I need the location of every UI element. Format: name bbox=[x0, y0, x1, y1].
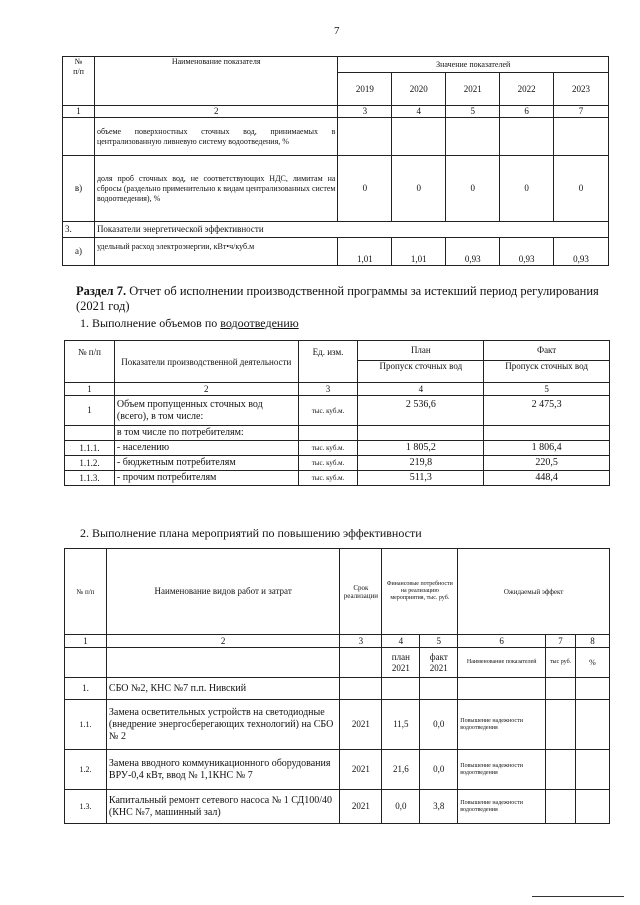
header-num: № п/п bbox=[65, 341, 115, 383]
index-cell: 7 bbox=[554, 106, 609, 118]
index-cell: 5 bbox=[484, 383, 610, 396]
row-v-num: в) bbox=[63, 156, 95, 222]
subheader-effect-pct: % bbox=[576, 648, 610, 678]
row-a-value: 0,93 bbox=[554, 238, 609, 266]
subsection-1-title bbox=[80, 316, 299, 331]
header-effect: Ожидаемый эффект bbox=[458, 549, 610, 635]
table-row-unit: тыс. куб.м. bbox=[298, 396, 358, 426]
section-7-text: Отчет об исполнении производственной программы за истекший период регулирования (2021 год) bbox=[76, 284, 599, 313]
table-row-num: 1.1.2. bbox=[65, 456, 115, 471]
table-row-num: 1.1.1. bbox=[65, 441, 115, 456]
header-num: № п/п bbox=[63, 57, 95, 106]
header-fact-sub: Пропуск сточных вод bbox=[484, 361, 610, 383]
table-row-name: - прочим потребителям bbox=[114, 471, 298, 486]
index-cell: 2 bbox=[94, 106, 338, 118]
header-indicator-name: Наименование показателя bbox=[94, 57, 338, 106]
index-cell: 7 bbox=[546, 635, 576, 648]
index-cell: 3 bbox=[298, 383, 358, 396]
volumes-table bbox=[64, 340, 610, 486]
row-v-value: 0 bbox=[500, 156, 554, 222]
header-term: Срок реализации bbox=[340, 549, 382, 635]
row-v-value: 0 bbox=[338, 156, 392, 222]
table-row-fact: 448,4 bbox=[484, 471, 610, 486]
footer-rule bbox=[532, 896, 624, 897]
index-cell: 2 bbox=[114, 383, 298, 396]
table-row-unit: тыс. куб.м. bbox=[298, 441, 358, 456]
row-v-value: 0 bbox=[392, 156, 446, 222]
header-finance: Финансовые потребности на реализацию мероприятия, тыс. руб. bbox=[382, 549, 458, 635]
index-cell: 5 bbox=[420, 635, 458, 648]
row-a-value: 0,93 bbox=[500, 238, 554, 266]
table-row-num: 1 bbox=[65, 396, 115, 426]
index-cell: 4 bbox=[382, 635, 420, 648]
header-plan-sub: Пропуск сточных вод bbox=[358, 361, 484, 383]
table-row-num: 1.2. bbox=[65, 750, 107, 790]
subheader-plan: план 2021 bbox=[382, 648, 420, 678]
table-row-name: Замена осветительных устройств на светодиодные (внедрение энергосберегающих технологий) на СБО № 2 bbox=[106, 700, 339, 750]
table-row-plan: 511,3 bbox=[358, 471, 484, 486]
row-3-num: 3. bbox=[63, 222, 95, 238]
group-name: СБО №2, КНС №7 п.п. Нивский bbox=[106, 678, 339, 700]
table-row-name: Объем пропущенных сточных вод (всего), в том числе: bbox=[114, 396, 298, 426]
table-row-fact: 0,0 bbox=[420, 700, 458, 750]
subsection-2-title: 2. Выполнение плана мероприятий по повышению эффективности bbox=[80, 526, 422, 540]
index-cell: 4 bbox=[358, 383, 484, 396]
table-row-effect: Повышение надежности водоотведения bbox=[458, 750, 546, 790]
table-row-fact: 2 475,3 bbox=[484, 396, 610, 426]
index-cell: 1 bbox=[65, 383, 115, 396]
table-row-plan: 21,6 bbox=[382, 750, 420, 790]
indicators-table bbox=[62, 56, 609, 266]
table-row-plan: 11,5 bbox=[382, 700, 420, 750]
index-cell: 8 bbox=[576, 635, 610, 648]
table-row-plan: 1 805,2 bbox=[358, 441, 484, 456]
table-row-plan bbox=[358, 426, 484, 441]
index-cell: 4 bbox=[392, 106, 446, 118]
table-row-name: Капитальный ремонт сетевого насоса № 1 СД100/40 (КНС №7, машинный зал) bbox=[106, 790, 339, 824]
index-cell: 3 bbox=[338, 106, 392, 118]
index-cell: 2 bbox=[106, 635, 339, 648]
index-cell: 3 bbox=[340, 635, 382, 648]
table-row-num: 1.1.3. bbox=[65, 471, 115, 486]
table-row-year: 2021 bbox=[340, 750, 382, 790]
row-a-num: а) bbox=[63, 238, 95, 266]
group-num: 1. bbox=[65, 678, 107, 700]
page-number: 7 bbox=[334, 25, 340, 37]
subsection-1-underlined: водоотведению bbox=[220, 316, 299, 330]
year-col: 2023 bbox=[554, 73, 609, 106]
table-row-name: - бюджетным потребителям bbox=[114, 456, 298, 471]
header-unit: Ед. изм. bbox=[298, 341, 358, 383]
subheader-fact: факт 2021 bbox=[420, 648, 458, 678]
row-v-name: доля проб сточных вод, не соответствующих НДС, лимитам на сбросы (раздельно применительно к видам централизованных систем водоотведения), % bbox=[94, 156, 338, 222]
index-cell: 1 bbox=[63, 106, 95, 118]
table-row-unit: тыс. куб.м. bbox=[298, 471, 358, 486]
row-continued-text: объеме поверхностных сточных вод, принимаемых в централизованную ливневую систему водоотведения, % bbox=[94, 118, 338, 156]
table-row-fact: 220,5 bbox=[484, 456, 610, 471]
table-row-name: - населению bbox=[114, 441, 298, 456]
table-row-fact: 1 806,4 bbox=[484, 441, 610, 456]
table-row-name: в том числе по потребителям: bbox=[114, 426, 298, 441]
table-row-fact: 3,8 bbox=[420, 790, 458, 824]
row-v-value: 0 bbox=[446, 156, 500, 222]
subsection-1-text: 1. Выполнение объемов по bbox=[80, 316, 221, 330]
table-row-fact: 0,0 bbox=[420, 750, 458, 790]
section-7-label: Раздел 7. bbox=[76, 284, 127, 298]
table-row-num: 1.1. bbox=[65, 700, 107, 750]
header-indicators: Показатели производственной деятельности bbox=[114, 341, 298, 383]
header-num: № п/п bbox=[65, 549, 107, 635]
table-row-unit: тыс. куб.м. bbox=[298, 456, 358, 471]
table-row-name: Замена вводного коммуникационного оборудования ВРУ-0,4 кВт, ввод № 1,1КНС № 7 bbox=[106, 750, 339, 790]
table-row-plan: 2 536,6 bbox=[358, 396, 484, 426]
row-a-value: 1,01 bbox=[392, 238, 446, 266]
index-cell: 1 bbox=[65, 635, 107, 648]
table-row-effect: Повышение надежности водоотведения bbox=[458, 790, 546, 824]
table-row-num: 1.3. bbox=[65, 790, 107, 824]
table-row-year: 2021 bbox=[340, 790, 382, 824]
header-indicator-values: Значение показателей bbox=[338, 57, 609, 73]
row-a-name: удельный расход электроэнергии, кВт•ч/куб.м bbox=[94, 238, 338, 266]
year-col: 2021 bbox=[446, 73, 500, 106]
header-fact: Факт bbox=[484, 341, 610, 361]
row-v-value: 0 bbox=[554, 156, 609, 222]
header-works: Наименование видов работ и затрат bbox=[106, 549, 339, 635]
table-row-plan: 219,8 bbox=[358, 456, 484, 471]
table-row-plan: 0,0 bbox=[382, 790, 420, 824]
row-a-value: 1,01 bbox=[338, 238, 392, 266]
header-plan: План bbox=[358, 341, 484, 361]
index-cell: 5 bbox=[446, 106, 500, 118]
subheader-effect-name: Наименование показателей bbox=[458, 648, 546, 678]
table-row-effect: Повышение надежности водоотведения bbox=[458, 700, 546, 750]
section-7-title bbox=[76, 284, 616, 314]
table-row-unit bbox=[298, 426, 358, 441]
index-cell: 6 bbox=[500, 106, 554, 118]
index-cell: 6 bbox=[458, 635, 546, 648]
table-row-fact bbox=[484, 426, 610, 441]
table-row-year: 2021 bbox=[340, 700, 382, 750]
row-3-title: Показатели энергетической эффективности bbox=[94, 222, 608, 238]
row-a-value: 0,93 bbox=[446, 238, 500, 266]
year-col: 2022 bbox=[500, 73, 554, 106]
year-col: 2019 bbox=[338, 73, 392, 106]
year-col: 2020 bbox=[392, 73, 446, 106]
table-row-num bbox=[65, 426, 115, 441]
measures-table bbox=[64, 548, 610, 824]
subheader-effect-unit: тыс руб. bbox=[546, 648, 576, 678]
